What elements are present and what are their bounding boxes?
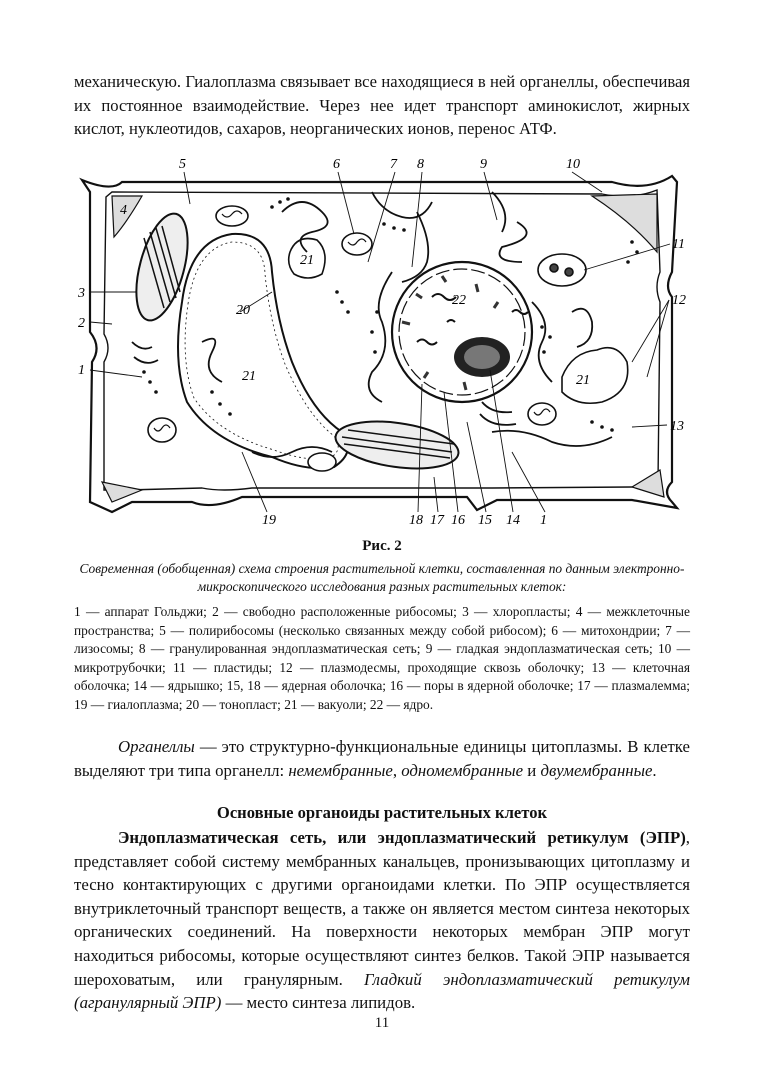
label-15: 15 — [478, 513, 492, 528]
label-12: 12 — [672, 293, 686, 308]
label-2: 2 — [78, 316, 85, 331]
label-8: 8 — [417, 157, 424, 172]
label-6: 6 — [333, 157, 340, 172]
label-21-main: 21 — [242, 369, 256, 384]
label-21-right: 21 — [576, 373, 590, 388]
label-14: 14 — [506, 513, 520, 528]
label-13: 13 — [670, 419, 684, 434]
chloroplast-bottom — [333, 415, 462, 476]
nucleus — [392, 262, 532, 402]
plastid — [538, 254, 586, 286]
plant-cell-diagram — [72, 152, 696, 532]
label-20: 20 — [236, 303, 250, 318]
label-3: 3 — [78, 286, 85, 301]
intro-paragraph: механическую. Гиалоплазма связывает все находящиеся в ней органеллы, обеспечивая их постоянное взаимодействие. Через нее идет транспорт аминокислот, жирных кислот, нуклеотидов, сахаров, неорганических ионов, перенос АТФ. — [74, 72, 690, 138]
epr-paragraph: Эндоплазматическая сеть, или эндоплазматический ретикулум (ЭПР), представляет собой систему мембранных канальцев, пронизывающих цитоплазму и тесно контактирующих с другими органоидами клетки. По ЭПР осуществляется внутриклеточный транспорт веществ, а также он является местом синтеза некоторых органических соединений. На поверхности некоторых мембран ЭПР могут находиться рибосомы, которые осуществляют синтез белков. Такой ЭПР называется шероховатым, или гранулярным. Гладкий эндоплазматический ретикулум (агранулярный ЭПР) — место синтеза липидов. — [74, 828, 690, 1013]
label-22: 22 — [452, 293, 466, 308]
label-1-left: 1 — [78, 363, 85, 378]
label-19: 19 — [262, 513, 276, 528]
figure-caption: Современная (обобщенная) схема строения растительной клетки, составленная по данным электронно-микроскопического исследования разных растительных клеток: — [79, 561, 685, 594]
label-17: 17 — [430, 513, 444, 528]
figure-legend: 1 — аппарат Гольджи; 2 — свободно расположенные рибосомы; 3 — хлоропласты; 4 — межклеточные пространства; 5 — полирибосомы (несколько связанных между собой рибосом); 6 — митохондрии; 7 — лизосомы; 8 — гранулированная эндоплазматическая сеть; 9 — гладкая эндоплазматическая сеть; 10 — микротрубочки; 11 — пластиды; 12 — плазмодесмы, проходящие сквозь оболочку; 13 — клеточная оболочка; 14 — ядрышко; 15, 18 — ядерная оболочка; 16 — поры в ядерной оболочке; 17 — плазмалемма; 19 — гиалоплазма; 20 — тонопласт; 21 — вакуоли; 22 — ядро. — [74, 604, 690, 712]
label-18: 18 — [409, 513, 423, 528]
organelles-paragraph: Органеллы — это структурно-функциональные единицы цитоплазмы. В клетке выделяют три типа органелл: немембранные, одномембранные и двумембранные. — [74, 737, 690, 780]
label-1-bottom: 1 — [540, 513, 547, 528]
label-9: 9 — [480, 157, 487, 172]
term-organelles: Органеллы — [118, 737, 195, 756]
section-heading: Основные органоиды растительных клеток — [216, 803, 548, 822]
label-16: 16 — [451, 513, 465, 528]
label-10: 10 — [566, 157, 580, 172]
term-epr: Эндоплазматическая сеть, или эндоплазматический ретикулум (ЭПР) — [118, 828, 686, 847]
page-number: 11 — [374, 1015, 390, 1031]
label-7: 7 — [390, 157, 397, 172]
label-11: 11 — [672, 237, 685, 252]
label-21-top: 21 — [300, 253, 314, 268]
vacuole-small-right — [562, 348, 628, 404]
label-4: 4 — [120, 203, 127, 218]
label-5: 5 — [179, 157, 186, 172]
figure-title: Рис. 2 — [362, 538, 402, 554]
